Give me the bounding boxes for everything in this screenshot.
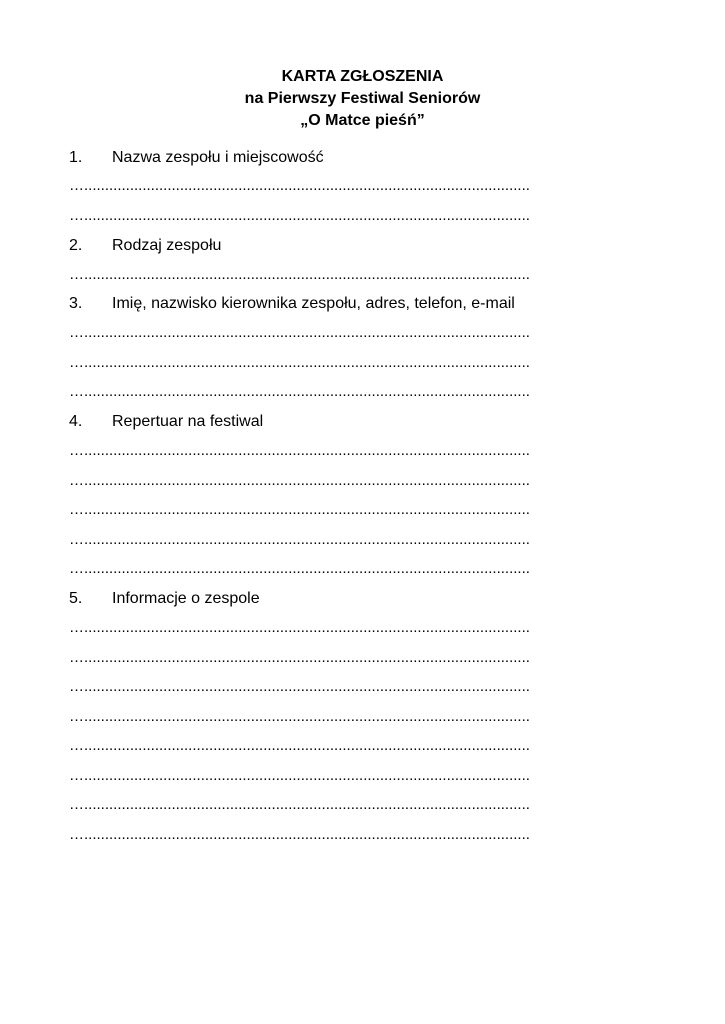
section-5-heading xyxy=(69,588,260,610)
section-title: Rodzaj zespołu xyxy=(112,237,222,254)
fill-line: …........................................................................................................... xyxy=(69,796,530,813)
fill-line: …........................................................................................................... xyxy=(69,560,530,577)
fill-line: …........................................................................................................... xyxy=(69,442,530,459)
fill-line: …........................................................................................................... xyxy=(69,531,530,548)
fill-line: …........................................................................................................... xyxy=(69,678,530,695)
fill-line: …........................................................................................................... xyxy=(69,649,530,666)
fill-line: …........................................................................................................... xyxy=(69,383,530,400)
fill-line: …........................................................................................................... xyxy=(69,708,530,725)
section-number: 2. xyxy=(69,237,83,254)
section-title: Nazwa zespołu i miejscowość xyxy=(112,149,324,166)
section-number: 5. xyxy=(69,590,83,607)
section-number: 3. xyxy=(69,295,83,312)
fill-line: …........................................................................................................... xyxy=(69,767,530,784)
fill-line: …........................................................................................................... xyxy=(69,501,530,518)
section-1-heading xyxy=(69,147,324,169)
fill-line: …........................................................................................................... xyxy=(69,207,530,224)
fill-line: …........................................................................................................... xyxy=(69,737,530,754)
section-number: 1. xyxy=(69,149,83,166)
section-title: Repertuar na festiwal xyxy=(112,413,264,430)
form-subtitle: na Pierwszy Festiwal Seniorów xyxy=(244,90,481,107)
section-title: Imię, nazwisko kierownika zespołu, adres, telefon, e-mail xyxy=(112,295,515,312)
section-4-heading xyxy=(69,411,263,433)
fill-line: …........................................................................................................... xyxy=(69,826,530,843)
festival-name: „O Matce pieśń” xyxy=(300,112,425,129)
form-title: KARTA ZGŁOSZENIA xyxy=(281,68,444,85)
fill-line: …........................................................................................................... xyxy=(69,354,530,371)
fill-line: …........................................................................................................... xyxy=(69,619,530,636)
section-2-heading xyxy=(69,235,221,257)
fill-line: …........................................................................................................... xyxy=(69,472,530,489)
section-3-heading xyxy=(69,293,515,315)
section-title: Informacje o zespole xyxy=(112,590,260,607)
section-number: 4. xyxy=(69,413,83,430)
fill-line: …........................................................................................................... xyxy=(69,177,530,194)
fill-line: …........................................................................................................... xyxy=(69,266,530,283)
fill-line: …........................................................................................................... xyxy=(69,324,530,341)
form-header xyxy=(0,66,725,132)
